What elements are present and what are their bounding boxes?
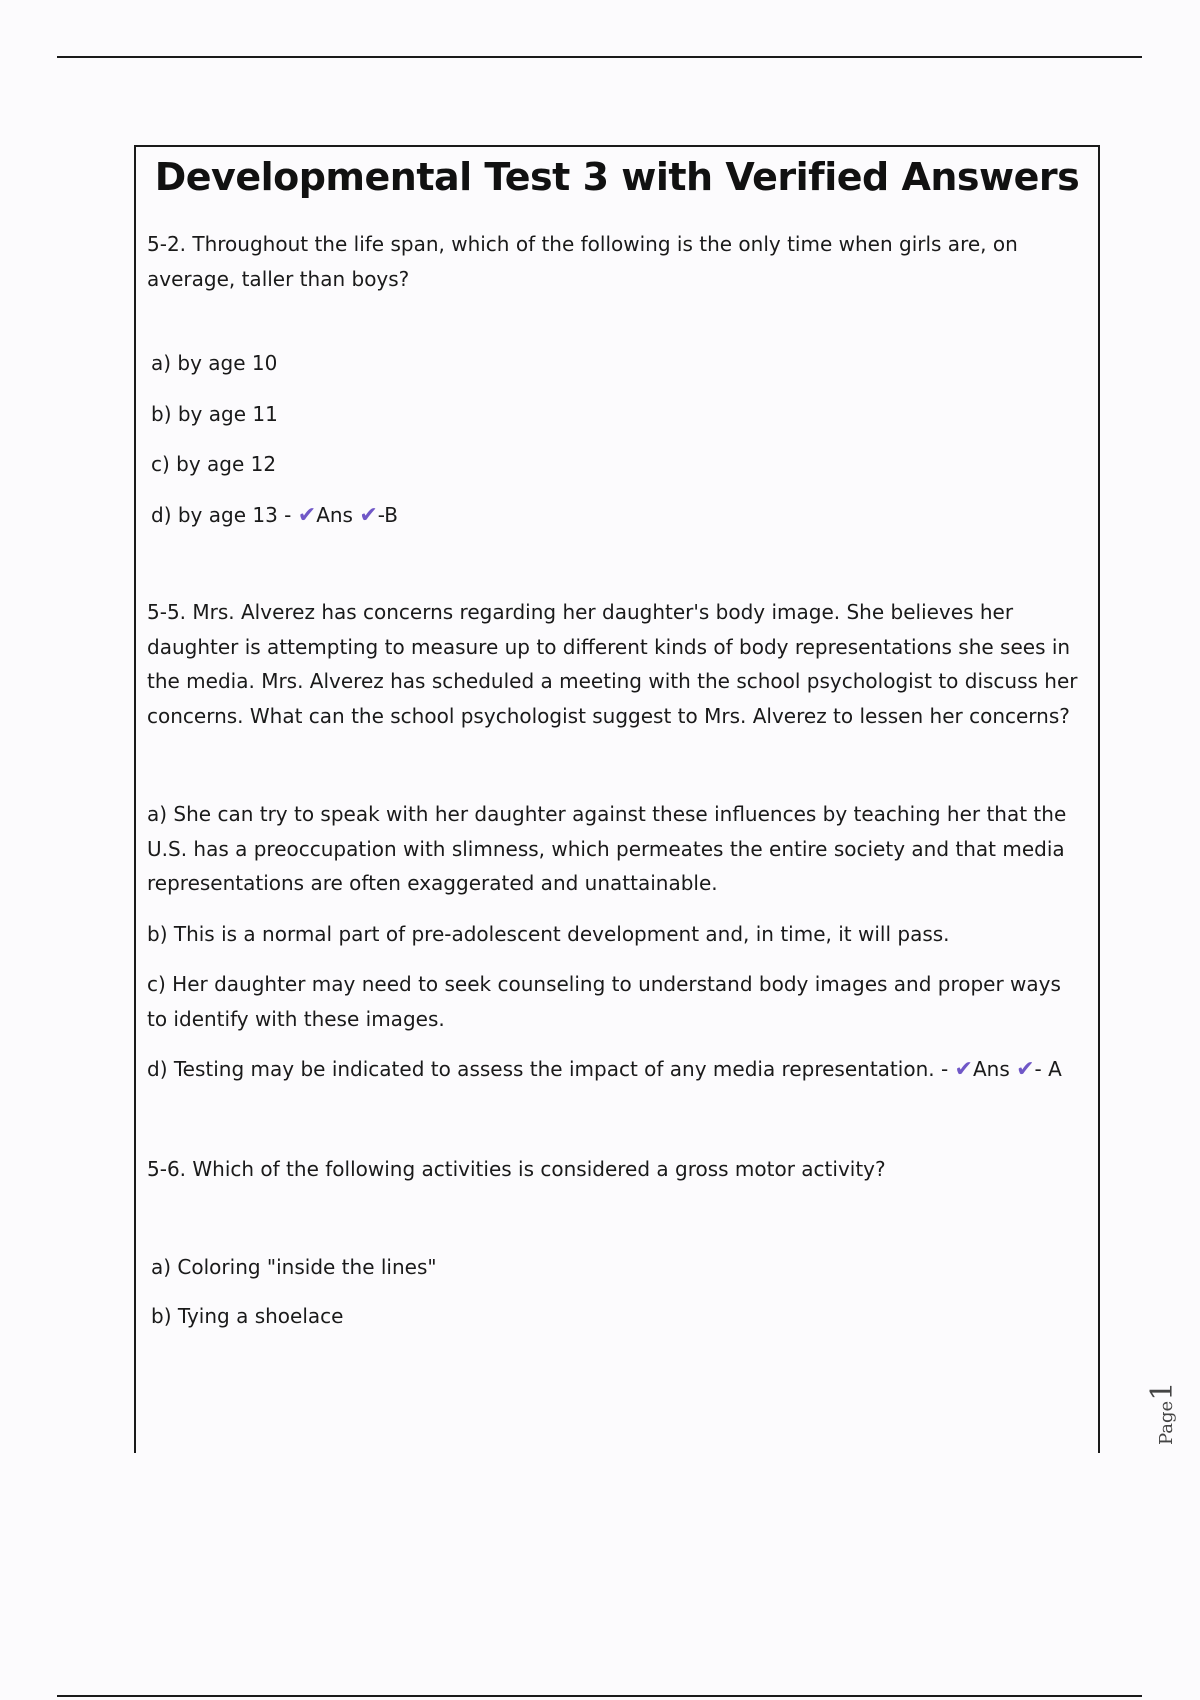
page-frame xyxy=(134,145,1100,1453)
question-text: 5-5. Mrs. Alverez has concerns regarding her daughter's body image. She believes her daughter is attempting to measure up to different kinds of body representations she sees in the media. Mrs. Alverez has scheduled a meeting with the school psychologist to discuss her concerns. What can the school psychologist suggest to Mrs. Alverez to lessen her concerns? xyxy=(147,600,1078,728)
bottom-rule xyxy=(57,1695,1142,1697)
option-item: b) This is a normal part of pre-adolescent development and, in time, it will pass. xyxy=(147,921,950,946)
option-list xyxy=(147,1250,1087,1333)
page-number-value: 1 xyxy=(1145,1381,1180,1401)
option-item: a) by age 10 xyxy=(151,351,278,375)
option-list xyxy=(147,797,1087,1088)
top-rule xyxy=(57,56,1142,58)
option-item: c) by age 12 xyxy=(151,452,277,476)
answer-label: Ans xyxy=(972,1057,1010,1081)
document-content xyxy=(147,227,1087,1333)
answer-label: Ans xyxy=(316,502,353,527)
check-icon: ✔ xyxy=(359,502,378,528)
question-text: 5-6. Which of the following activities is considered a gross motor activity? xyxy=(147,1156,886,1181)
option-item: b) by age 11 xyxy=(151,401,278,426)
option-list xyxy=(147,346,1087,533)
option-item: c) Her daughter may need to seek counseling to understand body images and proper ways to identify with these images. xyxy=(147,972,1061,1031)
option-item: a) Coloring "inside the lines" xyxy=(151,1255,437,1279)
check-icon: ✔ xyxy=(1016,1057,1035,1082)
document-title: Developmental Test 3 with Verified Answers xyxy=(154,155,1080,199)
answer-value: -B xyxy=(377,502,398,527)
check-icon: ✔ xyxy=(954,1057,973,1082)
question-text: 5-2. Throughout the life span, which of the following is the only time when girls are, on average, taller than boys? xyxy=(147,232,1018,291)
answer-option xyxy=(151,498,1087,534)
option-item: b) Tying a shoelace xyxy=(151,1303,344,1328)
option-text: d) Testing may be indicated to assess the impact of any media representation. - xyxy=(147,1057,949,1081)
page-number xyxy=(1145,1382,1180,1445)
answer-option xyxy=(147,1052,1087,1088)
page-label: Page xyxy=(1156,1400,1177,1445)
check-icon: ✔ xyxy=(297,502,317,528)
option-text: d) by age 13 - xyxy=(151,502,292,527)
answer-value: - A xyxy=(1034,1057,1062,1081)
option-item: a) She can try to speak with her daughter against these influences by teaching her that the U.S. has a preoccupation with slimness, which permeates the entire society and that media representations are often exaggerated and unattainable. xyxy=(147,802,1067,895)
